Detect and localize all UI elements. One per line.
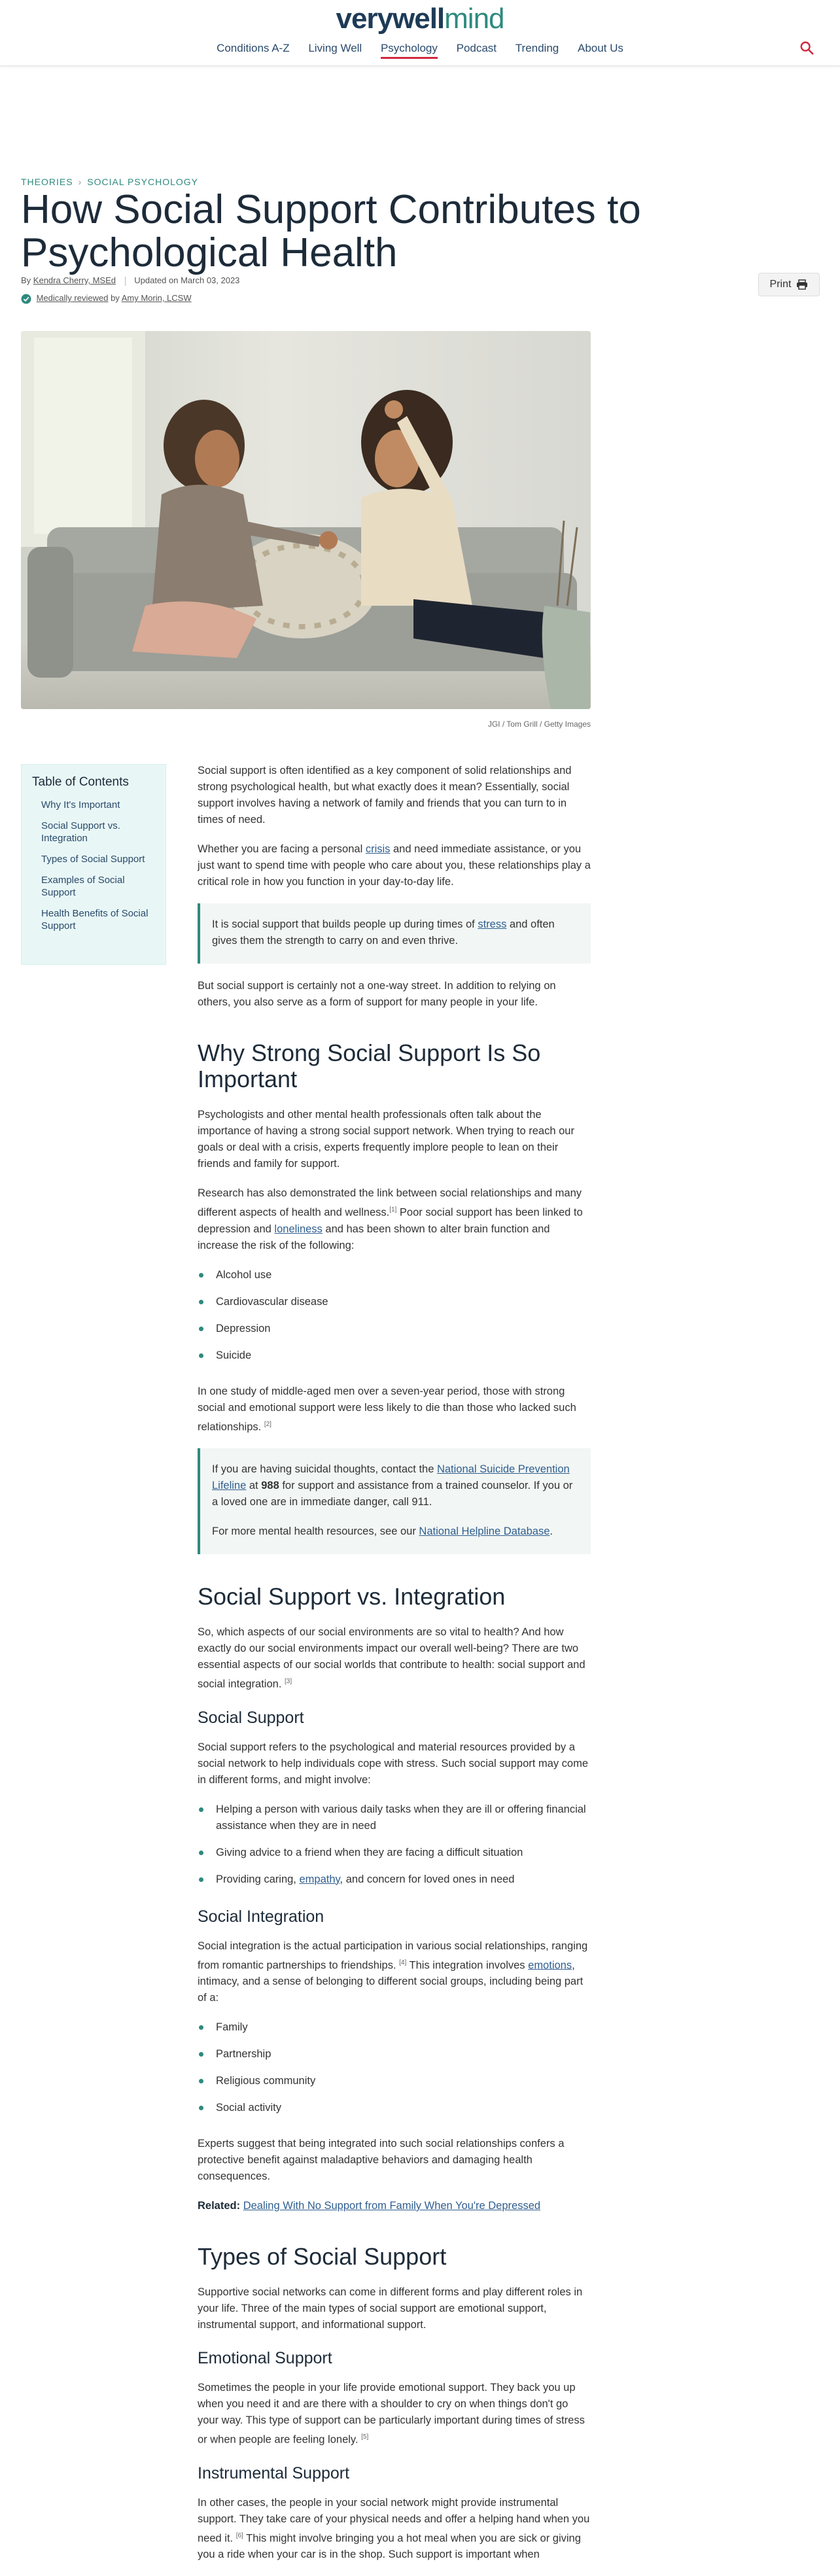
citation-5[interactable]: [5]	[361, 2433, 369, 2441]
paragraph-crisis	[198, 841, 591, 890]
breadcrumb	[21, 177, 198, 187]
toc-item-examples[interactable]: Examples of Social Support	[41, 875, 125, 898]
list-item: Depression	[216, 1321, 591, 1337]
text: If you are having suicidal thoughts, contact the	[212, 1463, 437, 1475]
list-item: Partnership	[216, 2046, 591, 2063]
search-icon[interactable]	[799, 41, 814, 55]
stress-link[interactable]: stress	[478, 918, 507, 930]
print-label: Print	[769, 279, 792, 290]
helpline-database-link[interactable]: National Helpline Database	[419, 1525, 550, 1537]
text: In other cases, the people in your social network might provide instrumental support. They take care of your physical needs and offer a helping hand when you need it.	[198, 2496, 590, 2544]
text: and often gives them the strength to carry on and even thrive.	[212, 918, 555, 947]
main-nav	[0, 42, 840, 59]
breadcrumb-social-psychology[interactable]: SOCIAL PSYCHOLOGY	[87, 177, 198, 187]
nav-item-living-well[interactable]: Living Well	[308, 42, 362, 54]
heading-why-important: Why Strong Social Support Is So Important	[198, 1039, 541, 1092]
table-of-contents	[21, 764, 166, 965]
medically-reviewed-link[interactable]: Medically reviewed	[36, 293, 109, 303]
article-body	[198, 763, 591, 2576]
empathy-link[interactable]: empathy	[299, 1873, 340, 1885]
text: at	[246, 1480, 262, 1491]
printer-icon	[796, 279, 808, 290]
callout-text	[212, 916, 578, 949]
logo-part-mind: mind	[444, 3, 504, 35]
paragraph-aspects	[198, 1624, 591, 1693]
text: for support and assistance from a trained counselor. If you or a loved one are in immediate danger, call 911.	[212, 1480, 573, 1508]
text: So, which aspects of our social environments are so vital to health? And how exactly do our social environments impact our overall well-being? There are two essential aspects of our social worlds that contribute to health: social support and social integration.	[198, 1626, 586, 1690]
toc-item-health-benefits[interactable]: Health Benefits of Social Support	[41, 908, 149, 931]
list-item: Alcohol use	[216, 1267, 591, 1283]
page-title: How Social Support Contributes to Psychological Health	[21, 187, 641, 275]
paragraph-research	[198, 1185, 591, 1254]
heading-emotional-support: Emotional Support	[198, 2349, 332, 2367]
list-item: Religious community	[216, 2073, 591, 2089]
related-label: Related:	[198, 2200, 241, 2212]
print-button[interactable]	[758, 273, 820, 296]
hero-image	[21, 331, 591, 709]
emotions-link[interactable]: emotions	[528, 1959, 572, 1971]
crisis-link[interactable]: crisis	[365, 843, 391, 855]
byline	[21, 275, 239, 286]
paragraph-study	[198, 1384, 591, 1436]
text: Whether you are facing a personal	[198, 843, 366, 855]
text: , and concern for loved ones in need	[340, 1873, 515, 1885]
logo-part-verywell: verywell	[336, 3, 445, 35]
text: , intimacy, and a sense of belonging to different social groups, including being part of a:	[198, 1959, 584, 2004]
helpline-text	[212, 1461, 578, 1510]
updated-date: Updated on March 03, 2023	[134, 275, 240, 285]
toc-item-why-important[interactable]: Why It's Important	[41, 799, 120, 810]
reviewer-link[interactable]: Amy Morin, LCSW	[121, 293, 192, 303]
list-item: Cardiovascular disease	[216, 1294, 591, 1310]
list-item: Helping a person with various daily tasks when they are ill or offering financial assistance when they are in need	[216, 1801, 591, 1834]
text: and has been shown to alter brain function and increase the risk of the following:	[198, 1223, 550, 1251]
loneliness-link[interactable]: loneliness	[274, 1223, 323, 1235]
hero-photo-illustration	[21, 331, 591, 709]
citation-6[interactable]: [6]	[236, 2532, 243, 2539]
list-item: Giving advice to a friend when they are facing a difficult situation	[216, 1845, 591, 1861]
paragraph-emotional	[198, 2380, 591, 2448]
heading-instrumental-support: Instrumental Support	[198, 2463, 350, 2482]
heading-social-integration: Social Integration	[198, 1907, 324, 1926]
citation-2[interactable]: [2]	[264, 1420, 271, 1428]
site-header	[0, 0, 840, 66]
text: It is social support that builds people up during times of	[212, 918, 478, 930]
verified-check-icon	[21, 294, 31, 304]
text: This integration involves	[406, 1959, 529, 1971]
text: Providing caring,	[216, 1873, 300, 1885]
helpline-resources	[212, 1523, 578, 1540]
heading-social-support: Social Support	[198, 1708, 304, 1727]
risk-list	[198, 1267, 591, 1364]
text: Research has also demonstrated the link between social relationships and many different aspects of health and wellness.	[198, 1187, 582, 1219]
byline-divider	[125, 277, 126, 286]
nav-item-trending[interactable]: Trending	[515, 42, 559, 54]
citation-3[interactable]: [3]	[285, 1678, 292, 1685]
text: For more mental health resources, see our	[212, 1525, 419, 1537]
author-link[interactable]: Kendra Cherry, MSEd	[33, 275, 116, 285]
list-item: Family	[216, 2019, 591, 2036]
lifeline-link[interactable]: National Suicide Prevention Lifeline	[212, 1463, 570, 1491]
paragraph-support-def: Social support refers to the psychological and material resources provided by a social network to help individuals cope with stress. Such social support may come in different forms, and might involve:	[198, 1741, 589, 1786]
hero-caption: JGI / Tom Grill / Getty Images	[487, 720, 591, 729]
related-link[interactable]: Dealing With No Support from Family When You're Depressed	[243, 2200, 541, 2212]
text: Poor social support has been linked to depression and	[198, 1206, 583, 1235]
list-item: Social activity	[216, 2100, 591, 2116]
chevron-right-icon: ›	[78, 177, 82, 187]
text: In one study of middle-aged men over a seven-year period, those with strong social and emotional support were less likely to die than those who lacked such relationships.	[198, 1385, 576, 1433]
nav-item-psychology[interactable]: Psychology	[381, 42, 438, 59]
paragraph-experts: Experts suggest that being integrated into such social relationships confers a protective benefit against maladaptive behaviors and damaging health consequences.	[198, 2138, 565, 2182]
nav-item-conditions[interactable]: Conditions A-Z	[217, 42, 290, 54]
paragraph-psychologists: Psychologists and other mental health professionals often talk about the importance of having a strong social support network. When trying to reach our goals or deal with a crisis, experts frequently implore people to lean on their friends and family for support.	[198, 1109, 574, 1170]
helpline-box	[198, 1448, 591, 1554]
paragraph-intro: Social support is often identified as a key component of solid relationships and strong psychological health, but what exactly does it mean? Essentially, social support involves having a network of family and friends that you can turn to in times of need.	[198, 765, 572, 826]
paragraph-integration-def	[198, 1938, 591, 2007]
related-article	[198, 2198, 591, 2214]
heading-support-vs-integration: Social Support vs. Integration	[198, 1583, 506, 1610]
helpline-number: 988	[261, 1480, 279, 1491]
site-logo[interactable]	[0, 3, 840, 35]
text: .	[550, 1525, 553, 1537]
support-list	[198, 1801, 591, 1888]
breadcrumb-theories[interactable]: THEORIES	[21, 177, 73, 187]
nav-item-about-us[interactable]: About Us	[577, 42, 623, 54]
toc-item-support-vs-integration[interactable]: Social Support vs. Integration	[41, 820, 120, 844]
byline-by: By	[21, 275, 31, 285]
toc-item-types[interactable]: Types of Social Support	[41, 854, 145, 865]
paragraph-two-way: But social support is certainly not a one-way street. In addition to relying on others, you also serve as a form of support for many people in your life.	[198, 980, 556, 1008]
text: Sometimes the people in your life provide emotional support. They back you up when you need it and are there with a shoulder to cry on when things don't go your way. This type of support can be particularly important during times of stress or when people are feeling lonely.	[198, 2382, 585, 2446]
heading-types: Types of Social Support	[198, 2243, 447, 2270]
paragraph-types: Supportive social networks can come in different forms and play different roles in your life. Three of the main types of social support are emotional support, instrumental support, and informational support.	[198, 2286, 583, 2331]
reviewed-by-text: by	[111, 293, 120, 303]
text: and need immediate assistance, or you just want to spend time with people who care about you, these relationships play a critical role in how you function in your day-to-day life.	[198, 843, 591, 888]
citation-4[interactable]: [4]	[399, 1958, 407, 1966]
medical-review	[21, 293, 192, 304]
toc-title: Table of Contents	[32, 775, 129, 789]
integration-list	[198, 2019, 591, 2116]
callout-box	[198, 903, 591, 964]
nav-item-podcast[interactable]: Podcast	[456, 42, 497, 54]
text: This might involve bringing you a hot meal when you are sick or giving you a ride when your car is in the shop. Such support is important when	[198, 2532, 581, 2560]
list-item: Suicide	[216, 1348, 591, 1364]
paragraph-instrumental	[198, 2495, 591, 2564]
list-item	[216, 1871, 591, 1888]
citation-1[interactable]: [1]	[389, 1206, 397, 1213]
text: Social integration is the actual participation in various social relationships, ranging from romantic partnerships to friendships.	[198, 1940, 588, 1971]
